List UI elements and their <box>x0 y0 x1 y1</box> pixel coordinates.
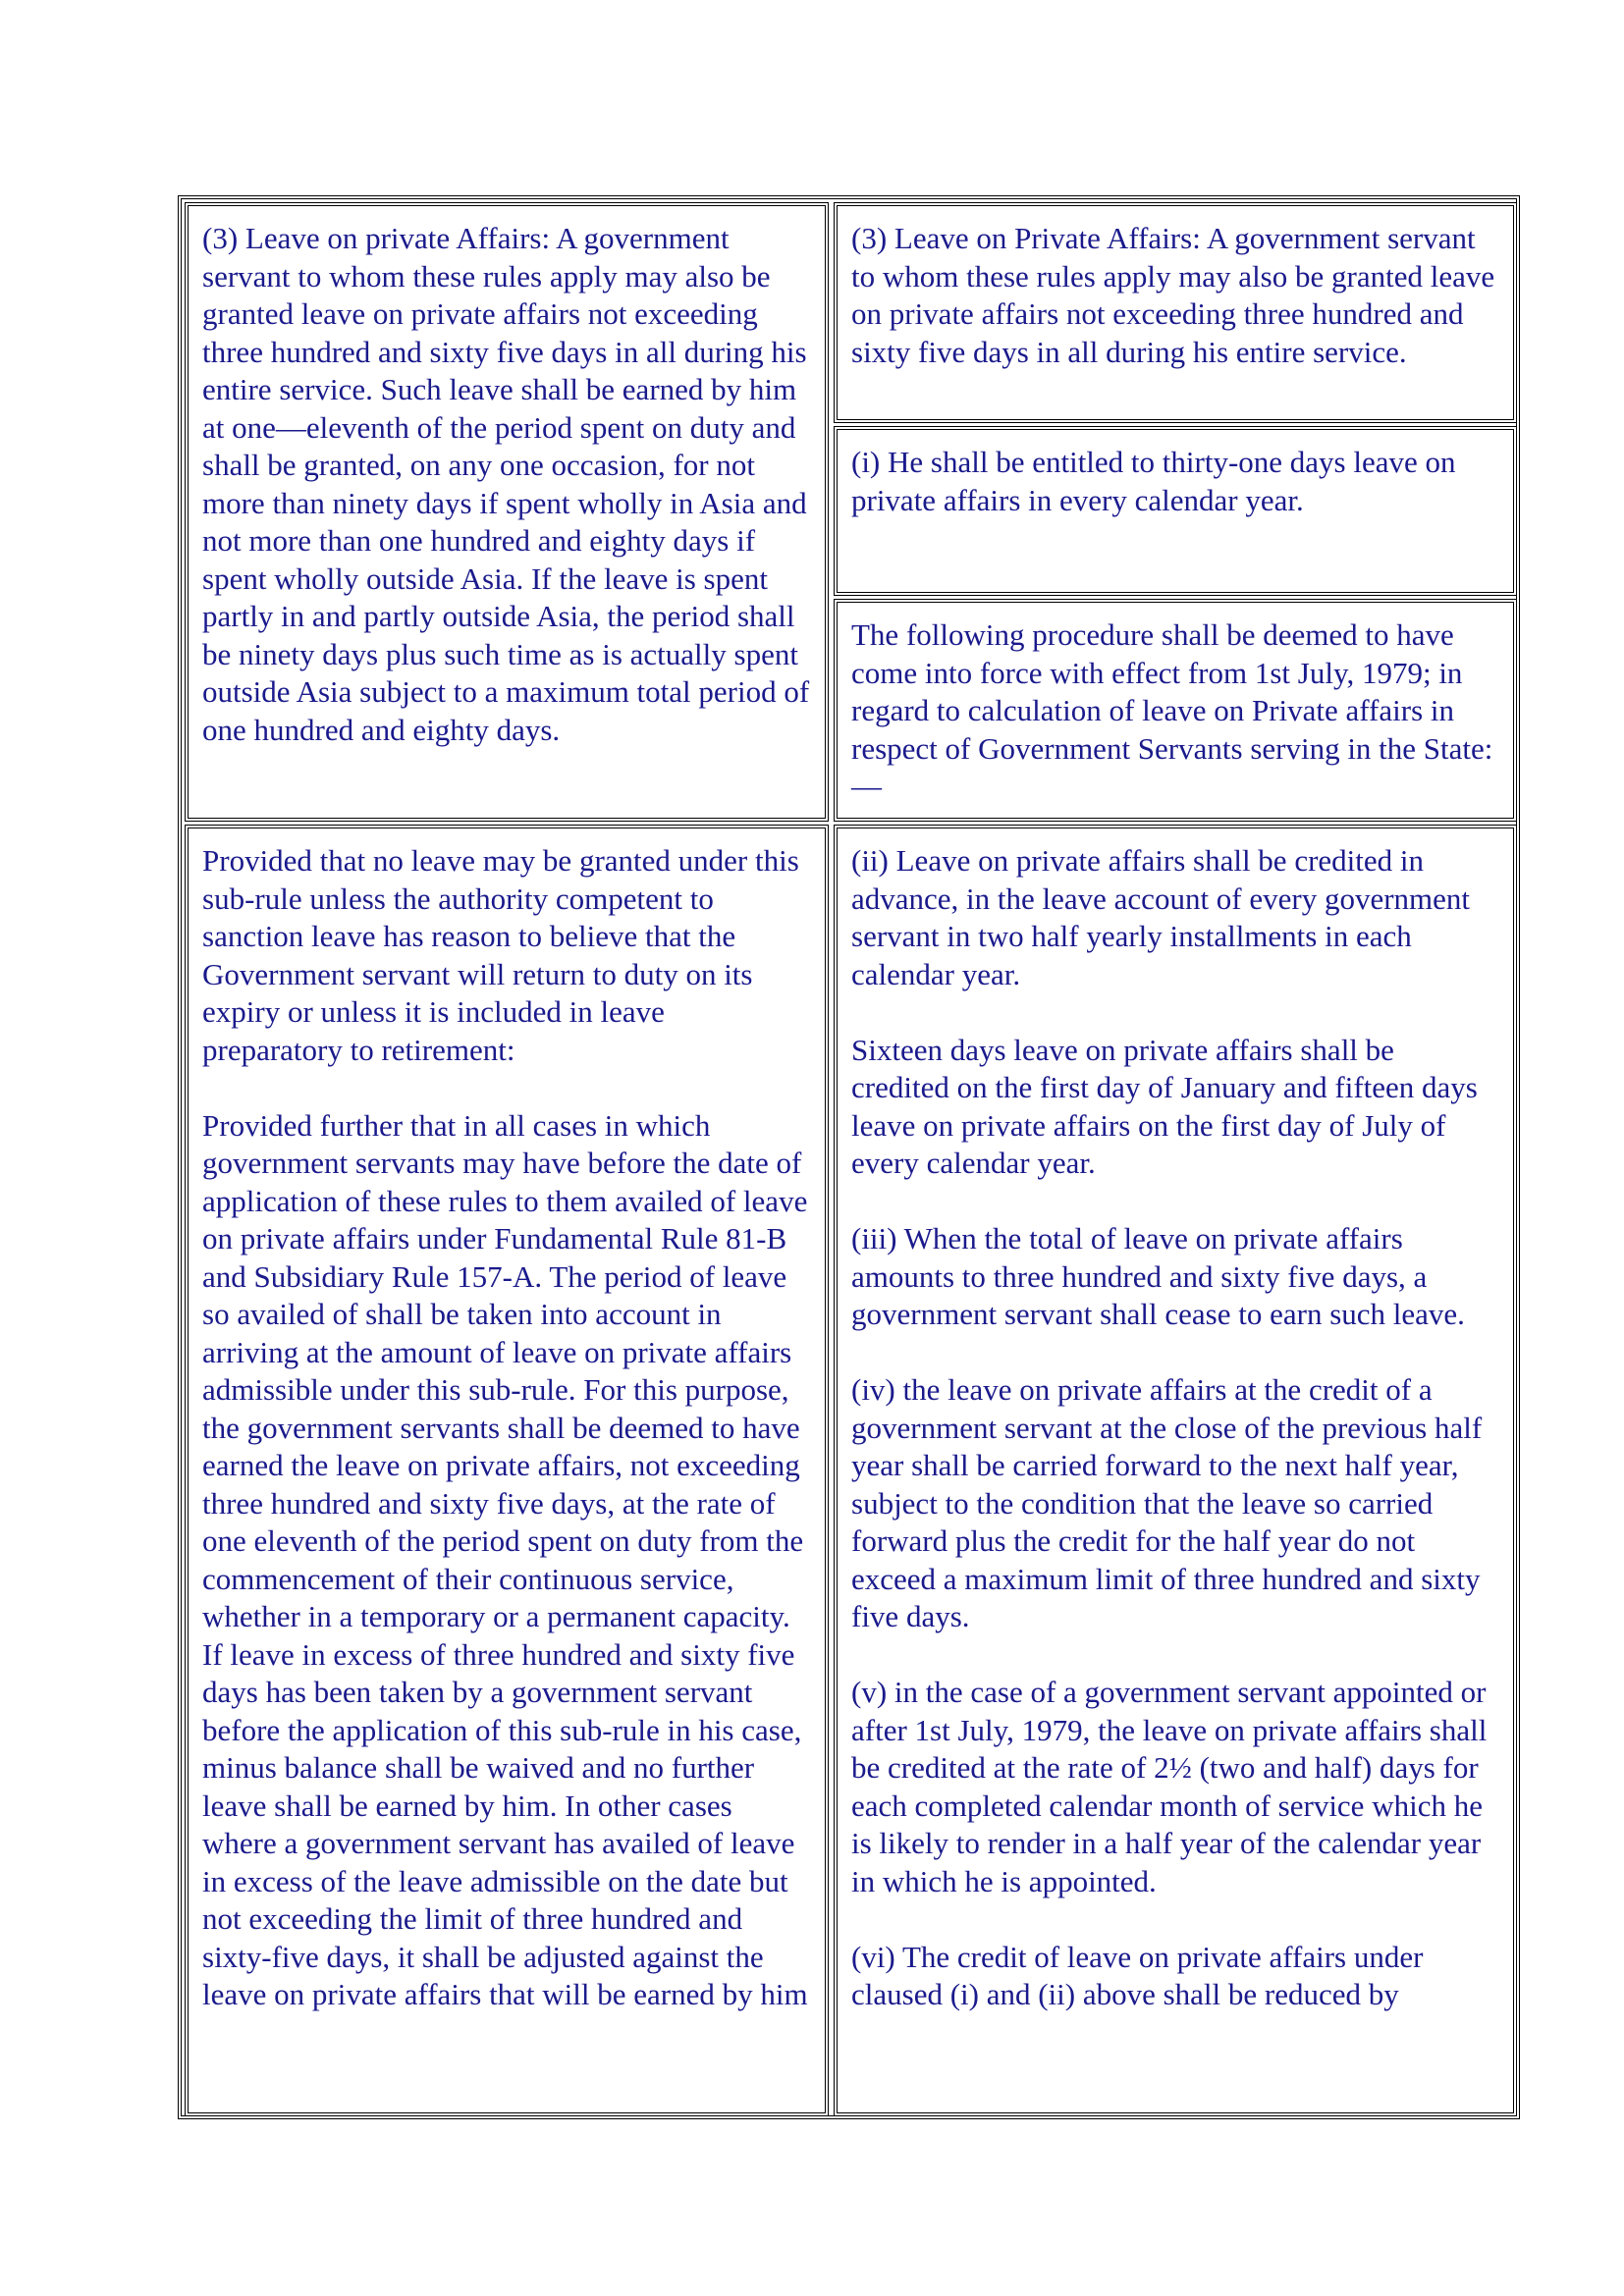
amended-clause-i-text: (i) He shall be entitled to thirty-one days leave on private affairs in every calendar year. <box>851 445 1456 517</box>
clause-paragraph: (iii) When the total of leave on private affairs amounts to three hundred and sixty five days, a government servant shall cease to earn such leave. <box>851 1221 1465 1331</box>
cell-amended-clause-i <box>834 426 1517 596</box>
cell-amended-rule-3 <box>834 202 1517 423</box>
rules-comparison-table <box>178 195 1520 2119</box>
proviso-paragraph: Provided that no leave may be granted under this sub-rule unless the authority competent to sanction leave has reason to believe that the Government servant will return to duty on its expiry or unless it is included in leave preparatory to retirement: <box>202 843 799 1067</box>
cell-amended-clauses <box>834 825 1517 2116</box>
existing-rule-3-text: (3) Leave on private Affairs: A government servant to whom these rules apply may also be granted leave on private affairs not exceeding three hundred and sixty five days in all during his entire service. Such leave shall be earned by him at one—eleventh of the period spent on duty and shall be granted, on any one occasion, for not more than ninety days if spent wholly in Asia and not more than one hundred and eighty days if spent wholly outside Asia. If the leave is spent partly in and partly outside Asia, the period shall be ninety days plus such time as is actually spent outside Asia subject to a maximum total period of one hundred and eighty days. <box>202 221 810 747</box>
cell-procedure-note <box>834 599 1517 822</box>
cell-existing-provisos <box>185 825 829 2116</box>
cell-existing-rule-3 <box>185 202 829 822</box>
procedure-note-text: The following procedure shall be deemed to have come into force with effect from 1st July, 1979; in regard to calculation of leave on Private affairs in respect of Government Servants serving in the State:— <box>851 617 1493 803</box>
clause-paragraph: (vi) The credit of leave on private affairs under claused (i) and (ii) above shall be reduced by <box>851 1939 1424 2011</box>
clause-paragraph: (ii) Leave on private affairs shall be credited in advance, in the leave account of every government servant in two half yearly installments in each calendar year. <box>851 843 1471 991</box>
clause-paragraph: Sixteen days leave on private affairs shall be credited on the first day of January and fifteen days leave on private affairs on the first day of July of every calendar year. <box>851 1032 1478 1180</box>
clause-paragraph: (iv) the leave on private affairs at the credit of a government servant at the close of the previous half year shall be carried forward to the next half year, subject to the condition that the leave so carried forward plus the credit for the half year do not exceed a maximum limit of three hundred and sixty five days. <box>851 1372 1483 1633</box>
clause-paragraph: (v) in the case of a government servant appointed or after 1st July, 1979, the leave on private affairs shall be credited at the rate of 2½ (two and half) days for each completed calendar month of service which he is likely to render in a half year of the calendar year in which he is appointed. <box>851 1675 1488 1898</box>
proviso-paragraph: Provided further that in all cases in which government servants may have before the date of application of these rules to them availed of leave on private affairs under Fundamental Rule 81-B and Subsidiary Rule 157-A. The period of leave so availed of shall be taken into account in arriving at the amount of leave on private affairs admissible under this sub-rule. For this purpose, the government servants shall be deemed to have earned the leave on private affairs, not exceeding three hundred and sixty five days, at the rate of one eleventh of the period spent on duty from the commencement of their continuous service, whether in a temporary or a permanent capacity. If leave in excess of three hundred and sixty five days has been taken by a government servant before the application of this sub-rule in his case, minus balance shall be waived and no further leave shall be earned by him. In other cases where a government servant has availed of leave in excess of the leave admissible on the date but not exceeding the limit of three hundred and sixty-five days, it shall be adjusted against the leave on private affairs that will be earned by him <box>202 1107 808 2011</box>
amended-rule-3-text: (3) Leave on Private Affairs: A government servant to whom these rules apply may also be granted leave on private affairs not exceeding three hundred and sixty five days in all during his entire service. <box>851 221 1495 369</box>
